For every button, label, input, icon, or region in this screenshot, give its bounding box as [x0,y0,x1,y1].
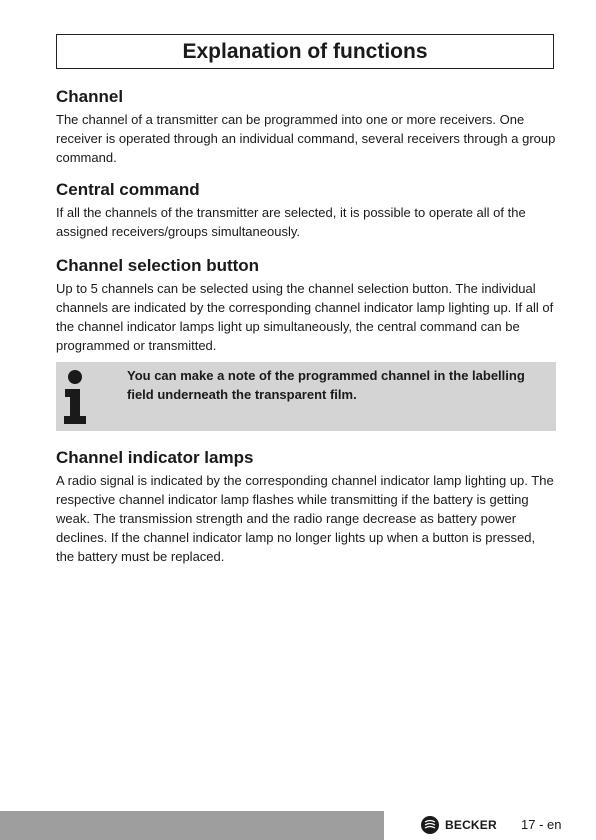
brand-logo [421,815,497,835]
becker-logo-icon [421,816,439,834]
page-number: 17 - en [521,817,562,832]
section-channel [56,87,556,167]
section-heading: Central command [56,180,200,199]
note-text: You can make a note of the programmed channel in the labelling field underneath the transparent film. [127,368,525,402]
info-icon [62,369,88,425]
section-heading: Channel [56,87,124,106]
section-channel-selection-button [56,256,556,355]
section-body: If all the channels of the transmitter are selected, it is possible to operate all of the assigned receivers/groups simultaneously. [56,205,526,239]
info-note [56,362,556,431]
section-heading: Channel indicator lamps [56,448,254,467]
section-heading: Channel selection button [56,256,260,275]
section-body: A radio signal is indicated by the corresponding channel indicator lamp lighting up. The respective channel indicator lamp flashes while transmitting if the battery is getting weak. The transmission strength and the radio range decrease as battery power declines. If the channel indicator lamp no longer lights up when a button is pressed, the battery must be replaced. [56,473,554,564]
section-central-command [56,180,556,241]
footer-bar [0,811,384,840]
section-body: Up to 5 channels can be selected using the channel selection button. The individual channels are indicated by the corresponding channel indicator lamp lighting up. If all of the channel indicator lamps light up simultaneously, the central command can be programmed or transmitted. [56,281,554,353]
page-title: Explanation of functions [56,34,554,69]
section-channel-indicator-lamps [56,448,556,566]
brand-name: BECKER [445,818,497,832]
section-body: The channel of a transmitter can be programmed into one or more receivers. One receiver is operated through an individual command, several receivers through a group command. [56,112,556,165]
